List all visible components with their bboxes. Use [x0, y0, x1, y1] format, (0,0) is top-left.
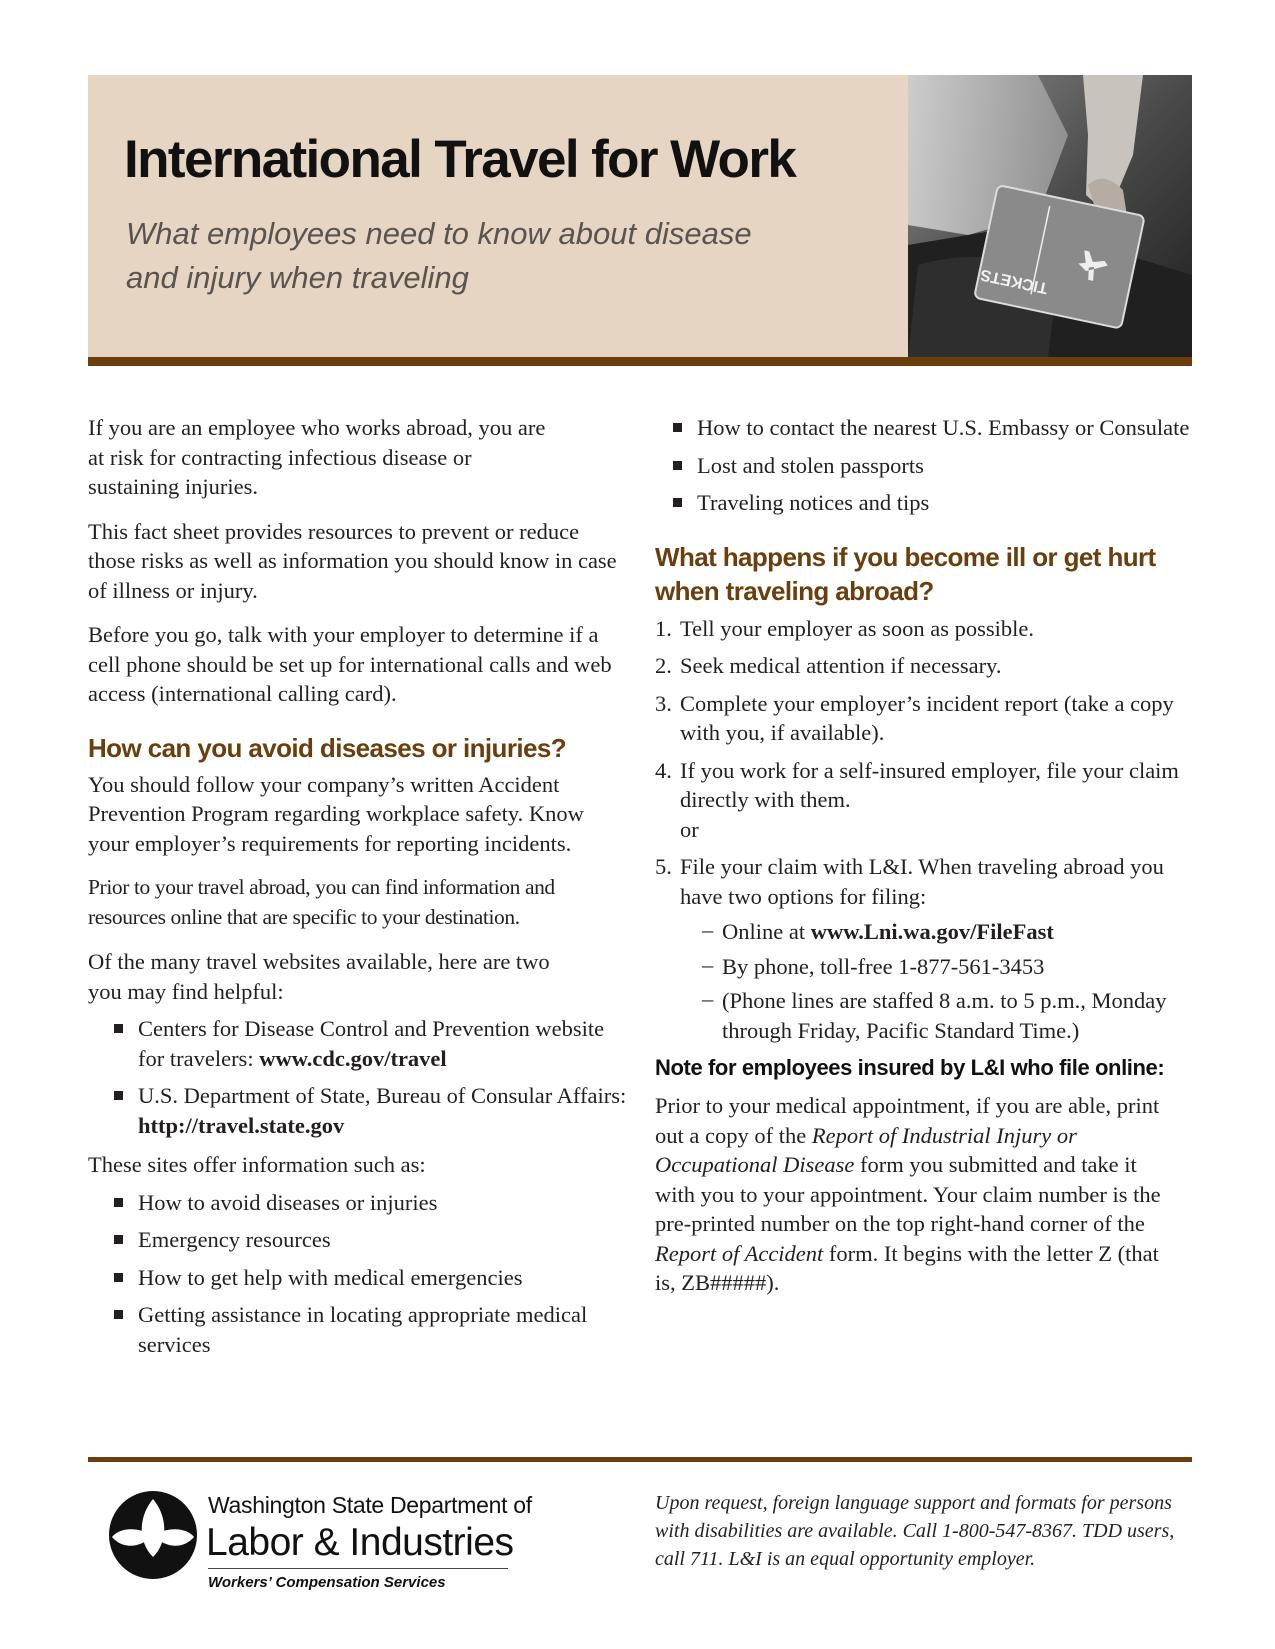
lni-logo-icon	[108, 1487, 198, 1582]
step-text: File your claim with L&I. When traveling abroad you have two options for filing:	[680, 854, 1164, 909]
org-line-3: Workers’ Compensation Services	[208, 1574, 446, 1591]
list-item	[138, 1014, 628, 1073]
state-dept-link[interactable]: http://travel.state.gov	[138, 1112, 345, 1138]
filing-options	[680, 917, 1195, 1045]
site-label: Centers for Disease Control and Prevention website for travelers:	[138, 1016, 605, 1071]
list-item: How to get help with medical emergencies	[138, 1263, 628, 1293]
org-line-1: Washington State Department of	[208, 1492, 532, 1518]
right-column	[655, 413, 1195, 1298]
intro-paragraph-3: Before you go, talk with your employer to determine if a cell phone should be set up for international calls and web access (international calling card).	[88, 622, 612, 706]
steps-list	[655, 614, 1195, 1046]
header-rule	[88, 357, 1192, 366]
note-text-1: Prior to your medical appointment, if you are able, print out a copy of the	[655, 1093, 1160, 1148]
avoid-paragraph-3: Of the many travel websites available, here are two you may find helpful:	[88, 949, 550, 1004]
subtitle-line-1: What employees need to know about disease	[126, 216, 752, 251]
step-number: 4.	[655, 757, 672, 783]
travel-photo-illustration	[908, 75, 1192, 357]
page-subtitle	[126, 212, 776, 300]
page-title: International Travel for Work	[124, 130, 796, 189]
subtitle-line-2: and injury when traveling	[126, 260, 469, 295]
list-item: Traveling notices and tips	[697, 488, 1195, 518]
online-prefix: Online at	[722, 919, 811, 944]
travel-photo	[908, 75, 1192, 357]
cdc-link[interactable]: www.cdc.gov/travel	[259, 1045, 447, 1071]
offers-list-continued	[655, 413, 1195, 518]
list-item	[655, 689, 1195, 748]
footer-rule	[88, 1457, 1192, 1462]
heading-ill: What happens if you become ill or get hurt when traveling abroad?	[655, 541, 1156, 606]
note-paragraph	[655, 1091, 1165, 1298]
note-text-2: form you submitted and take it with you to your appointment. Your claim number is the pre-printed number on the top right-hand corner of the	[655, 1152, 1161, 1236]
org-line-2: Labor & Industries	[206, 1521, 514, 1564]
list-item: Lost and stolen passports	[697, 451, 1195, 481]
list-item: How to avoid diseases or injuries	[138, 1188, 628, 1218]
list-item	[722, 917, 1195, 947]
step-text: Seek medical attention if necessary.	[680, 653, 1002, 678]
avoid-paragraph-1: You should follow your company’s written Accident Prevention Program regarding workplace safety. Know your employer’s requirements for reporting incidents.	[88, 771, 584, 856]
form-name-2: Report of Accident	[655, 1240, 824, 1266]
travel-sites-list	[88, 1014, 628, 1140]
list-item: Emergency resources	[138, 1225, 628, 1255]
list-item: – By phone, toll-free 1-877-561-3453	[722, 952, 1195, 982]
step-text: If you work for a self-insured employer, file your claim directly with them.	[680, 757, 1179, 812]
ticket-label: TICKETS	[978, 265, 1050, 297]
list-item	[138, 1081, 628, 1140]
note-heading: Note for employees insured by L&I who file online:	[655, 1055, 1165, 1080]
intro-paragraph-2: This fact sheet provides resources to prevent or reduce those risks as well as information you should know in case of illness or injury.	[88, 518, 617, 603]
heading-avoid: How can you avoid diseases or injuries?	[88, 732, 566, 763]
form-name-1: Report of Industrial Injury or Occupational Disease	[655, 1122, 1077, 1177]
list-item	[655, 651, 1195, 681]
avoid-paragraph-2: Prior to your travel abroad, you can find information and resources online that are specific to your destination.	[88, 875, 555, 929]
footer-note: Upon request, foreign language support and formats for persons with disabilities are available. Call 1-800-547-8367. TDD users, call 711. L&I is an equal opportunity employer.	[655, 1492, 1175, 1570]
intro-paragraph-1: If you are an employee who works abroad, you are at risk for contracting infectious disease or sustaining injuries.	[88, 415, 546, 499]
step-or: or	[680, 816, 699, 842]
org-divider	[208, 1568, 508, 1569]
step-number: 2.	[655, 653, 672, 678]
list-item	[655, 756, 1195, 845]
step-text: Tell your employer as soon as possible.	[680, 615, 1034, 641]
list-item: – (Phone lines are staffed 8 a.m. to 5 p.m., Monday through Friday, Pacific Standard Time.)	[722, 986, 1215, 1045]
step-number: 5.	[655, 854, 672, 879]
offer-intro: These sites offer information such as:	[88, 1152, 426, 1177]
offers-list	[88, 1188, 628, 1360]
list-item	[655, 614, 1195, 644]
list-item	[655, 852, 1195, 1045]
left-column	[88, 413, 628, 1367]
filefast-link[interactable]: www.Lni.wa.gov/FileFast	[810, 919, 1054, 944]
list-item: Getting assistance in locating appropriate medical services	[138, 1300, 628, 1359]
note-text-3: form. It begins with the letter Z (that is, ZB#####).	[655, 1240, 1159, 1295]
list-item: How to contact the nearest U.S. Embassy or Consulate	[697, 413, 1195, 443]
site-label: U.S. Department of State, Bureau of Consular Affairs:	[138, 1083, 627, 1108]
step-number: 1.	[655, 615, 672, 641]
step-text: Complete your employer’s incident report (take a copy with you, if available).	[680, 690, 1174, 745]
step-number: 3.	[655, 690, 672, 716]
